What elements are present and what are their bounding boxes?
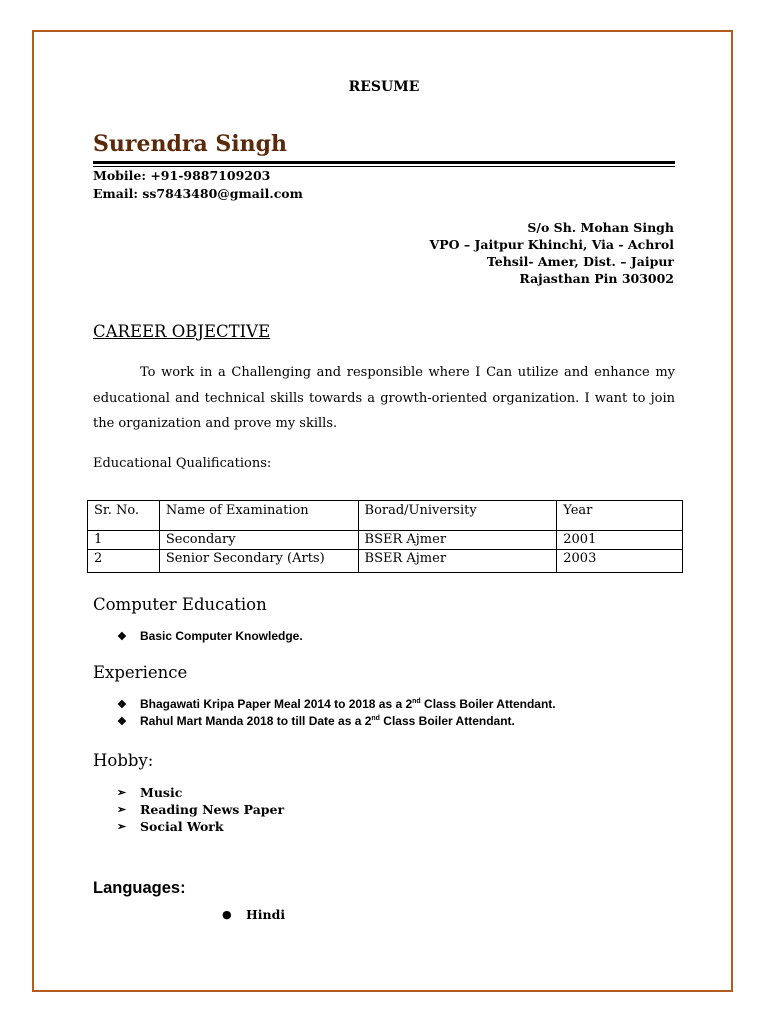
arrow-bullet-icon: ➢ (117, 820, 127, 833)
table-row (88, 550, 683, 573)
list-item (117, 819, 224, 834)
diamond-bullet-icon: ❖ (117, 630, 127, 643)
address-line: VPO – Jaitpur Khinchi, Via - Achrol (429, 237, 674, 252)
education-table (87, 500, 683, 573)
arrow-bullet-icon: ➢ (117, 803, 127, 816)
table-header-cell: Sr. No. (88, 501, 160, 531)
computer-education-heading: Computer Education (93, 595, 267, 614)
table-cell: BSER Ajmer (358, 550, 557, 573)
list-item (117, 697, 556, 711)
career-objective-text: To work in a Challenging and responsible where I Can utilize and enhance my educational and technical skills towards a growth-oriented organization. I want to join the organization and prove my skills. (93, 365, 675, 431)
experience-heading: Experience (93, 663, 188, 682)
diamond-bullet-icon: ❖ (117, 715, 127, 728)
list-item-text: Bhagawati Kripa Paper Meal 2014 to 2018 as a 2nd Class Boiler Attendant. (140, 697, 556, 711)
table-row (88, 531, 683, 550)
address-line: S/o Sh. Mohan Singh (527, 220, 674, 235)
languages-heading: Languages: (93, 879, 186, 897)
list-item-text: Rahul Mart Manda 2018 to till Date as a 2nd Class Boiler Attendant. (140, 714, 515, 728)
mobile-line: Mobile: +91-9887109203 (93, 168, 271, 183)
address-line: Rajasthan Pin 303002 (519, 271, 674, 286)
table-cell: 1 (88, 531, 160, 550)
table-cell: 2003 (557, 550, 683, 573)
document-title: RESUME (348, 79, 420, 95)
career-objective-heading: CAREER OBJECTIVE (93, 322, 271, 341)
list-item-text: Hindi (246, 907, 286, 922)
address-line: Tehsil- Amer, Dist. – Jaipur (486, 254, 674, 269)
list-item-text: Basic Computer Knowledge. (140, 629, 303, 643)
list-item (222, 907, 285, 922)
list-item (117, 629, 303, 643)
diamond-bullet-icon: ❖ (117, 698, 127, 711)
table-cell: Senior Secondary (Arts) (159, 550, 358, 573)
list-item (117, 785, 182, 800)
arrow-bullet-icon: ➢ (117, 786, 127, 799)
email-line: Email: ss7843480@gmail.com (93, 186, 303, 201)
hobby-heading: Hobby: (93, 751, 154, 770)
list-item-text: Reading News Paper (140, 802, 285, 817)
candidate-name: Surendra Singh (93, 131, 287, 157)
table-cell: 2 (88, 550, 160, 573)
list-item (117, 714, 515, 728)
table-header-row (88, 501, 683, 531)
list-item (117, 802, 284, 817)
list-item-text: Social Work (140, 819, 224, 834)
list-item-text: Music (140, 785, 183, 800)
education-label: Educational Qualifications: (93, 456, 272, 471)
table-header-cell: Name of Examination (159, 501, 358, 531)
table-cell: Secondary (159, 531, 358, 550)
table-cell: 2001 (557, 531, 683, 550)
dot-bullet-icon: ● (222, 908, 232, 921)
table-cell: BSER Ajmer (358, 531, 557, 550)
name-underline-thick (93, 161, 675, 164)
table-header-cell: Borad/University (358, 501, 557, 531)
table-header-cell: Year (557, 501, 683, 531)
